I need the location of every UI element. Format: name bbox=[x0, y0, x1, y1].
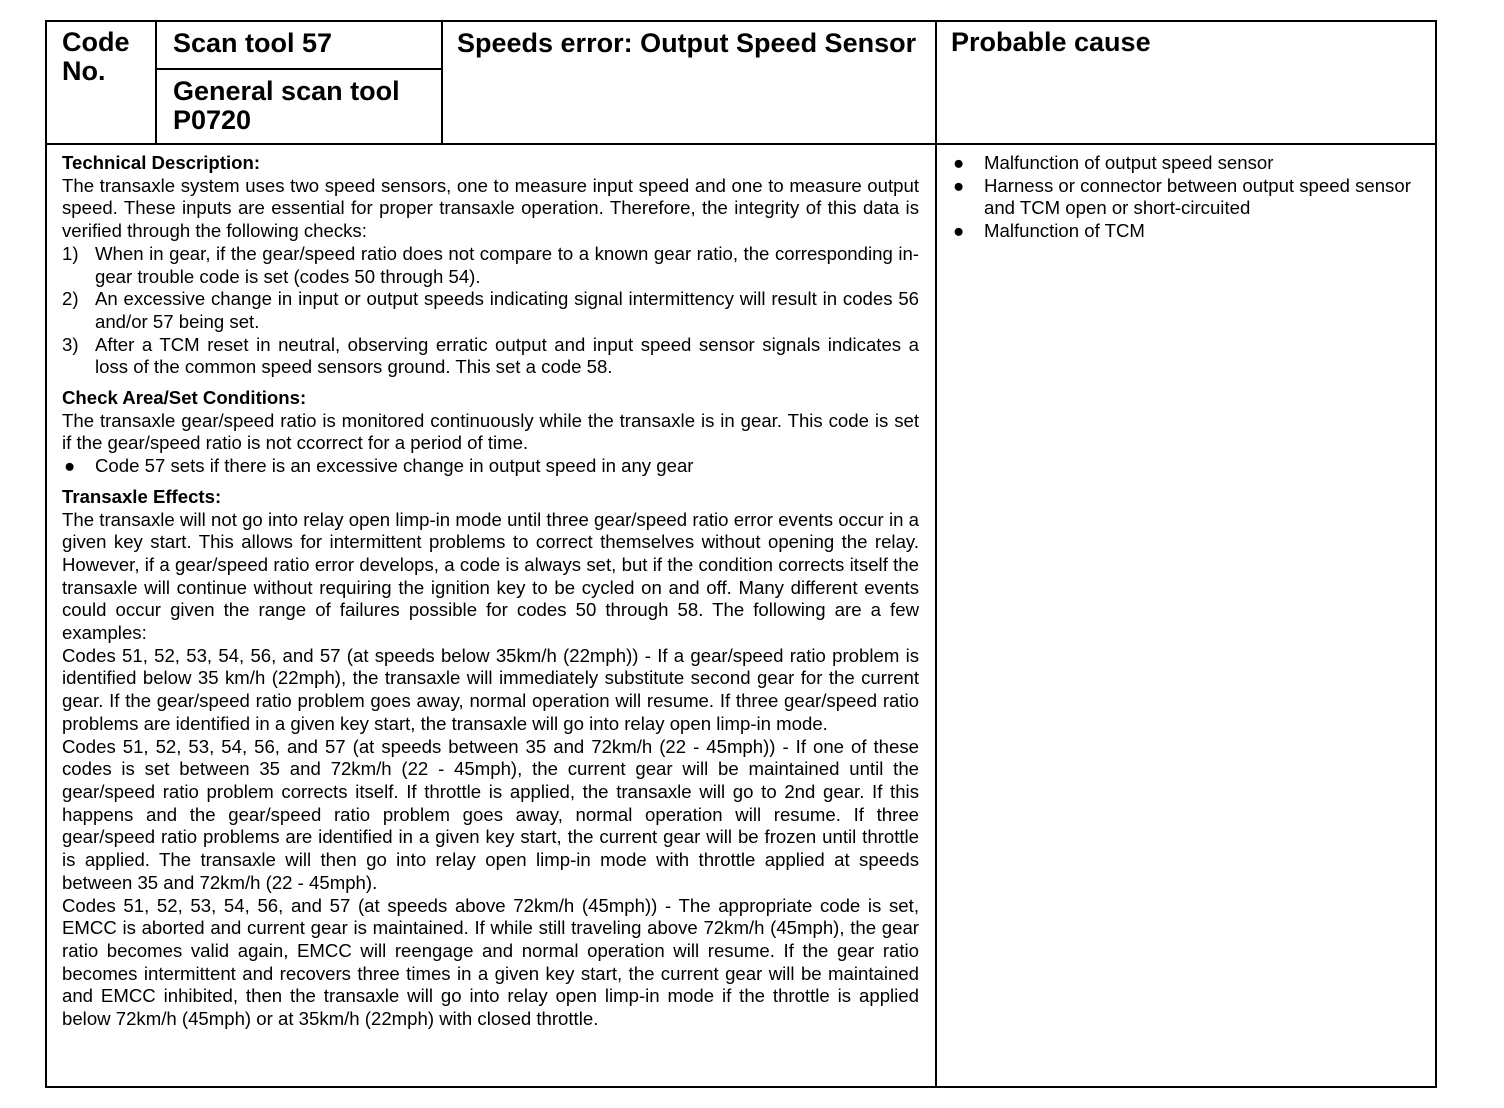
cause-item-text: Malfunction of output speed sensor bbox=[984, 152, 1274, 173]
cause-item bbox=[951, 175, 1421, 220]
effects-paragraph: Codes 51, 52, 53, 54, 56, and 57 (at speeds above 72km/h (45mph)) - The appropriate code is set, EMCC is aborted and current gear is maintained. If while still traveling above 72km/h (45mph), the gear ratio becomes valid again, EMCC will reengage and normal operation will resume. If the gear ratio becomes intermittent and recovers three times in a given key start, the current gear will be maintained and EMCC inhibited, then the transaxle will go into relay open limp-in mode if the throttle is applied below 72km/h (45mph) or at 35km/h (22mph) with closed throttle. bbox=[62, 894, 919, 1030]
bullet-icon: ● bbox=[953, 174, 965, 196]
divider-scan-col bbox=[441, 20, 443, 145]
check-item-number: 1) bbox=[62, 242, 79, 264]
divider-scan-rows bbox=[155, 68, 443, 70]
check-item bbox=[62, 288, 919, 333]
cause-item bbox=[951, 152, 1421, 175]
check-item bbox=[62, 243, 919, 288]
technical-description-intro: The transaxle system uses two speed sensors, one to measure input speed and one to measure output speed. These inputs are essential for proper transaxle operation. Therefore, the integrity of this data is verified through the following checks: bbox=[62, 174, 919, 242]
check-item-number: 2) bbox=[62, 288, 79, 310]
check-item-text: After a TCM reset in neutral, observing erratic output and input speed sensor signals indicates a loss of the common speed sensors ground. This set a code 58. bbox=[95, 333, 919, 378]
divider-code-col bbox=[155, 20, 157, 145]
effects-paragraph: Codes 51, 52, 53, 54, 56, and 57 (at speeds below 35km/h (22mph)) - If a gear/speed ratio problem is identified below 35 km/h (22mph), the transaxle will immediately substitute second gear for the current gear. If the gear/speed ratio problem goes away, normal operation will resume. If three gear/speed ratio problems are identified in a given key start, the transaxle will go into relay open limp-in mode. bbox=[62, 644, 919, 734]
cause-item-text: Malfunction of TCM bbox=[984, 220, 1145, 242]
technical-description-heading: Technical Description: bbox=[62, 152, 261, 173]
check-area-bullet bbox=[62, 455, 919, 478]
divider-cause-col bbox=[935, 20, 937, 1088]
check-item-number: 3) bbox=[62, 333, 79, 355]
check-area-bullet-text: Code 57 sets if there is an excessive change in output speed in any gear bbox=[95, 455, 694, 477]
bullet-icon: ● bbox=[953, 220, 965, 242]
fault-title: Speeds error: Output Speed Sensor bbox=[457, 28, 917, 58]
check-item bbox=[62, 334, 919, 379]
check-area-text: The transaxle gear/speed ratio is monitored continuously while the transaxle is in gear. This code is set if the gear/speed ratio is not ccorrect for a period of time. bbox=[62, 409, 919, 454]
bullet-icon: ● bbox=[64, 455, 76, 477]
description-cell bbox=[62, 152, 919, 1031]
divider-header-body bbox=[45, 143, 1437, 145]
bullet-icon: ● bbox=[953, 152, 965, 173]
check-item-text: When in gear, if the gear/speed ratio does not compare to a known gear ratio, the corresponding in-gear trouble code is set (codes 50 through 54). bbox=[95, 242, 919, 287]
check-item-text: An excessive change in input or output speeds indicating signal intermittency will result in codes 56 and/or 57 being set. bbox=[95, 288, 919, 332]
transaxle-effects-heading: Transaxle Effects: bbox=[62, 485, 222, 507]
cause-item-text: Harness or connector between output speed sensor and TCM open or short-circuited bbox=[984, 174, 1411, 219]
check-area-heading: Check Area/Set Conditions: bbox=[62, 387, 307, 409]
probable-cause-header: Probable cause bbox=[951, 27, 1151, 57]
effects-paragraph: The transaxle will not go into relay open limp-in mode until three gear/speed ratio error events occur in a given key start. This allows for intermittent problems to correct themselves without opening the relay. However, if a gear/speed ratio error develops, a code is always set, but if the condition corrects itself the transaxle will continue without requiring the ignition key to be cycled on and off. Many different events could occur given the range of failures possible for codes 50 through 58. The following are a few examples: bbox=[62, 508, 919, 644]
general-scan-tool-code: General scan tool P0720 bbox=[173, 76, 400, 135]
effects-paragraph: Codes 51, 52, 53, 54, 56, and 57 (at speeds between 35 and 72km/h (22 - 45mph)) - If one of these codes is set between 35 and 72km/h (22 - 45mph), the current gear will be maintained until the gear/speed ratio problem corrects itself. If throttle is applied, the transaxle will go to 2nd gear. If this happens and the gear/speed ratio problem goes away, normal operation will resume. If three gear/speed ratio problems are identified in a given key start, the current gear will be frozen until throttle is applied. The transaxle will then go into relay open limp-in mode with throttle applied at speeds between 35 and 72km/h (22 - 45mph). bbox=[62, 735, 919, 893]
probable-cause-cell bbox=[951, 152, 1421, 243]
scan-tool-code: Scan tool 57 bbox=[173, 28, 333, 58]
code-no-header: Code No. bbox=[62, 27, 130, 86]
cause-item bbox=[951, 220, 1421, 243]
